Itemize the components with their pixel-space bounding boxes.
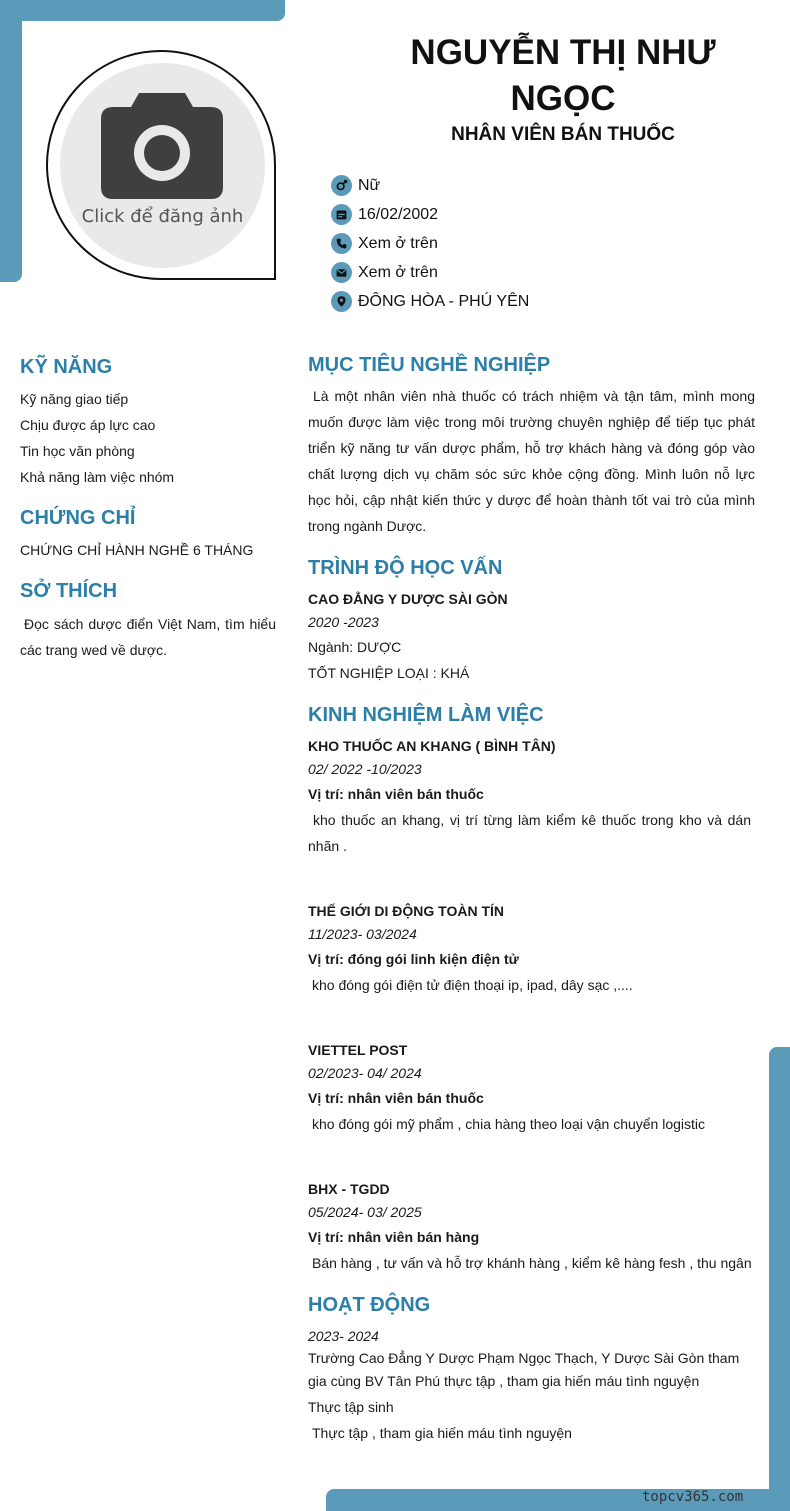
gender-icon: [331, 175, 352, 196]
job-company: KHO THUỐC AN KHANG ( BÌNH TÂN): [308, 738, 556, 754]
job-position: Vị trí: nhân viên bán hàng: [308, 1229, 480, 1245]
activity-role: Thực tập sinh: [308, 1399, 394, 1415]
candidate-name: [396, 30, 730, 122]
skill-item: Chịu được áp lực cao: [20, 417, 156, 433]
activity-organization: Trường Cao Đẳng Y Dược Phạm Ngọc Thạch, Y Dược Sài Gòn tham gia cùng BV Tân Phú thực tập , tham gia hiến máu tình nguyện: [308, 1350, 740, 1389]
job-description: kho thuốc an khang, vị trí từng làm kiểm kê thuốc trong kho và dán nhãn .: [308, 812, 751, 854]
job-period: 05/2024- 03/ 2025: [308, 1204, 422, 1220]
contact-birthday: [331, 204, 438, 225]
job-company: VIETTEL POST: [308, 1042, 408, 1058]
hobbies-heading: SỞ THÍCH: [20, 580, 118, 602]
job-title: NHÂN VIÊN BÁN THUỐC: [451, 124, 675, 145]
job-company: BHX - TGDD: [308, 1181, 390, 1197]
watermark: topcv365.com: [642, 1489, 744, 1505]
avatar[interactable]: [46, 50, 276, 280]
candidate-name-line2: NGỌC: [510, 79, 616, 118]
experience-heading: KINH NGHIỆM LÀM VIỆC: [308, 704, 544, 726]
certificates-heading: CHỨNG CHỈ: [20, 507, 136, 529]
certificate-item: CHỨNG CHỈ HÀNH NGHỀ 6 THÁNG: [20, 542, 254, 558]
education-heading: TRÌNH ĐỘ HỌC VẤN: [308, 557, 503, 579]
job-description: kho đóng gói mỹ phẩm , chia hàng theo loại vận chuyển logistic: [312, 1116, 706, 1132]
decor-bar-top: [0, 0, 285, 21]
job-description: kho đóng gói điện tử điện thoại ip, ipad, dây sạc ,....: [312, 977, 633, 993]
objective-heading: MỤC TIÊU NGHỀ NGHIỆP: [308, 354, 551, 376]
activities-heading: HOẠT ĐỘNG: [308, 1294, 431, 1316]
email-value: Xem ở trên: [358, 263, 438, 281]
skill-item: Khả năng làm việc nhóm: [20, 469, 175, 485]
objective-text: Là một nhân viên nhà thuốc có trách nhiệm và tận tâm, mình mong muốn được làm việc trong môi trường chuyên nghiệp để tiếp tục phát triển kỹ năng tư vấn dược phẩm, hỗ trợ khách hàng và đóng góp vào chất lượng dịch vụ chăm sóc sức khỏe cộng đồng. Mình luôn nỗ lực học hỏi, cập nhật kiến thức y dược để hoàn thành tốt vai trò của mình trong ngành Dược.: [308, 388, 755, 534]
decor-bar-right: [769, 1047, 790, 1511]
education-result: TỐT NGHIỆP LOẠI : KHÁ: [308, 665, 470, 681]
job-description: Bán hàng , tư vấn và hỗ trợ khánh hàng , kiểm kê hàng fesh , thu ngân: [312, 1255, 752, 1271]
job-period: 02/2023- 04/ 2024: [308, 1065, 422, 1081]
gender-value: Nữ: [358, 176, 381, 194]
location-pin-icon: [331, 291, 352, 312]
job-position: Vị trí: đóng gói linh kiện điện tử: [308, 951, 519, 967]
contact-gender: [331, 175, 380, 196]
contact-email: [331, 262, 438, 283]
education-period: 2020 -2023: [308, 614, 379, 630]
contact-address: [331, 291, 529, 312]
job-position: Vị trí: nhân viên bán thuốc: [308, 786, 484, 802]
job-company: THẾ GIỚI DI ĐỘNG TOÀN TÍN: [308, 903, 505, 919]
address-value: ĐÔNG HÒA - PHÚ YÊN: [358, 292, 530, 310]
education-school: CAO ĐẲNG Y DƯỢC SÀI GÒN: [308, 591, 508, 607]
hobbies-text: Đọc sách dược điển Việt Nam, tìm hiểu các trang wed về dược.: [20, 616, 276, 658]
activity-period: 2023- 2024: [308, 1328, 379, 1344]
birthday-value: 16/02/2002: [358, 205, 439, 223]
avatar-upload-area[interactable]: [60, 63, 265, 268]
activity-description: Thực tập , tham gia hiến máu tình nguyện: [312, 1425, 572, 1441]
job-period: 11/2023- 03/2024: [308, 926, 417, 942]
camera-icon: [101, 93, 223, 199]
job-position: Vị trí: nhân viên bán thuốc: [308, 1090, 484, 1106]
skills-heading: KỸ NĂNG: [20, 356, 113, 378]
candidate-name-line1: NGUYỄN THỊ NHƯ: [410, 33, 716, 72]
decor-bar-left: [0, 0, 22, 282]
skill-item: Tin học văn phòng: [20, 443, 135, 459]
phone-icon: [331, 233, 352, 254]
calendar-icon: [331, 204, 352, 225]
phone-value: Xem ở trên: [358, 234, 438, 252]
skill-item: Kỹ năng giao tiếp: [20, 391, 129, 407]
avatar-upload-label[interactable]: Click để đăng ảnh: [81, 206, 244, 227]
job-period: 02/ 2022 -10/2023: [308, 761, 422, 777]
contact-phone: [331, 233, 438, 254]
email-icon: [331, 262, 352, 283]
education-major: Ngành: DƯỢC: [308, 639, 402, 655]
